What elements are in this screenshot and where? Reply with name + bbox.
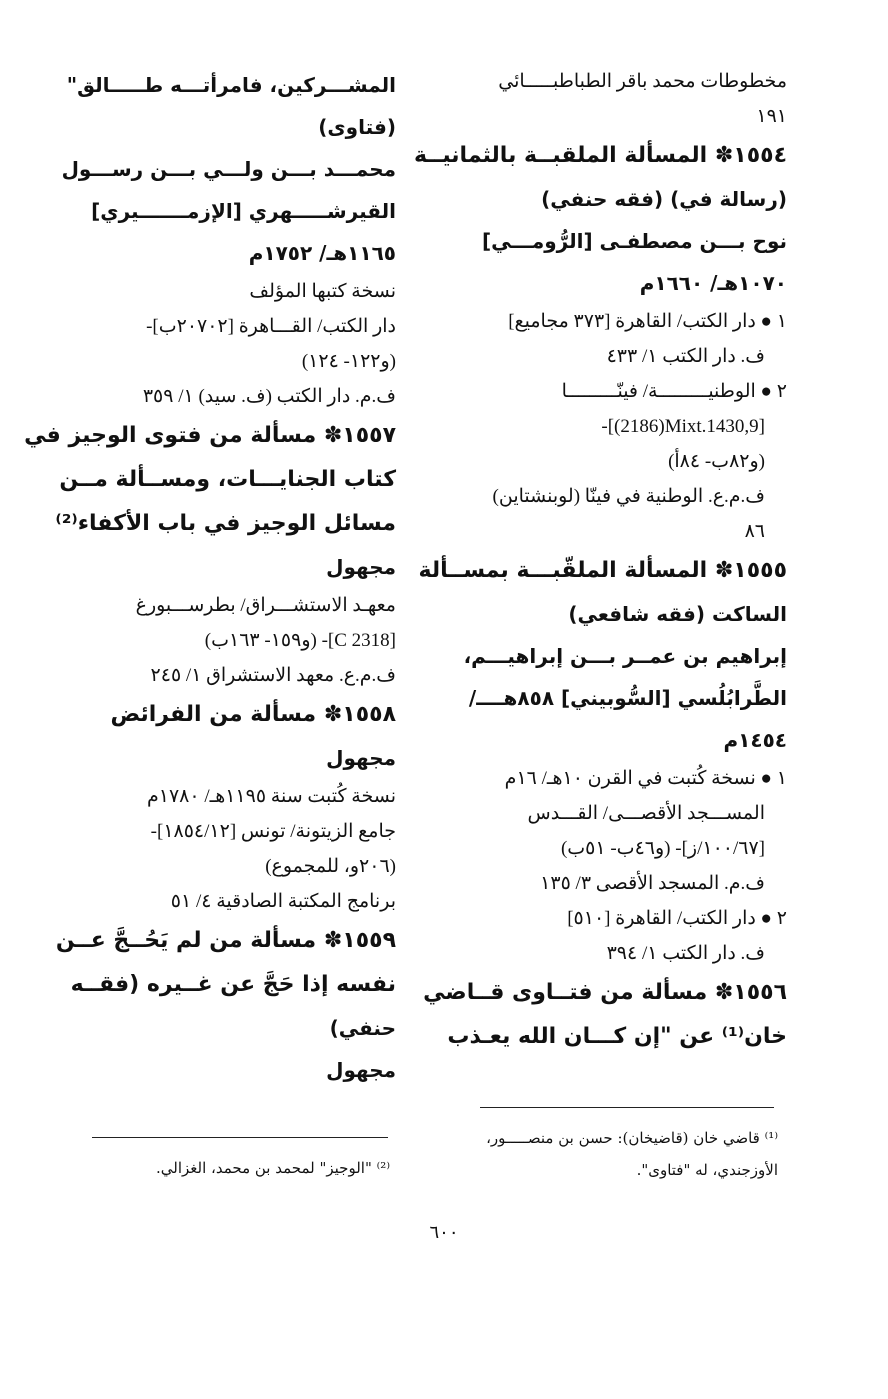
left-column-line: كتاب الجنايـــات، ومســألة مــن [59, 467, 396, 492]
right-column-line: إبراهيم بن عمــر بـــن إبراهيـــم، [463, 644, 787, 668]
right-column-line: ١٥٥٤✽ المسألة الملقبــة بالثمانيــة [413, 143, 787, 168]
right-column-line: -[(2186)Mixt.1430,9] [601, 416, 765, 437]
right-column-line: ف. دار الكتب ١/ ٤٣٣ [606, 346, 765, 367]
left-column-line: ١٥٥٧✽ مسألة من فتوى الوجيز في [24, 423, 396, 448]
footnote-1-line-2: الأوزجندي، له "فتاوى". [636, 1161, 778, 1179]
left-column-line: ف.م. دار الكتب (ف. سيد) ١/ ٣٥٩ [142, 386, 396, 407]
left-column-line: معهـد الاستشـــراق/ بطرســـبورغ [135, 595, 396, 616]
right-column-line: المســـجد الأقصـــى/ القـــدس [527, 803, 765, 824]
left-column-line: (و١٢٢- ١٢٤) [301, 351, 396, 372]
left-column-line: نسخة كتبها المؤلف [249, 281, 396, 302]
right-column-line: ١٥٥٦✽ مسألة من فتــاوى قــاضي [423, 980, 787, 1005]
left-column-line: جامع الزيتونة/ تونس [١٨٥٤/١٢]- [150, 821, 396, 842]
left-column [24, 64, 396, 1091]
right-column-line: نوح بـــن مصطفـى [الرُّومـــي] [481, 229, 787, 253]
right-column-line: ١٩١ [756, 106, 787, 127]
left-column-line: دار الكتب/ القـــاهرة [٢٠٧٠٢ب]- [146, 316, 396, 337]
left-column-line: ١١٦٥هـ/ ١٧٥٢م [248, 241, 396, 265]
footnote-2-line-1: ⁽²⁾ "الوجيز" لمحمد بن محمد، الغزالي. [155, 1159, 390, 1177]
right-column-line: ١٠٧٠هـ/ ١٦٦٠م [639, 271, 787, 295]
left-column-line: برنامج المكتبة الصادقية ٤/ ٥١ [170, 891, 396, 912]
right-column-line: ٢ ● الوطنيـــــــــة/ فينّـــــــــا [561, 381, 787, 402]
right-column [413, 64, 787, 1059]
left-column-line: مجهول [326, 1058, 396, 1082]
footnote-right [442, 1122, 778, 1186]
right-column-line: (رسالة في) (فقه حنفي) [541, 187, 787, 211]
right-column-line: ١٤٥٤م [723, 728, 787, 752]
left-column-line: مسائل الوجيز في باب الأكفاء⁽²⁾ [55, 511, 396, 536]
left-column-line: مجهول [326, 746, 396, 770]
footnote-divider-left [92, 1137, 388, 1138]
right-column-line: ٢ ● دار الكتب/ القاهرة [٥١٠] [567, 908, 787, 929]
left-column-line: ف.م.ع. معهد الاستشراق ١/ ٢٤٥ [150, 665, 396, 686]
left-column-line: نسخة كُتبت سنة ١١٩٥هـ/ ١٧٨٠م [147, 786, 396, 807]
right-column-line: ف.م. المسجد الأقصى ٣/ ١٣٥ [540, 873, 765, 894]
right-column-line: ف.م.ع. الوطنية في فينّا (لوبنشتاين) [492, 486, 765, 507]
left-column-line: مجهول [326, 555, 396, 579]
left-column-line: ١٥٥٩✽ مسألة من لم يَحُــجَّ عــن [55, 928, 396, 953]
right-column-line: [١٠٠/٦٧/ز]- (و٤٦ب- ٥١ب) [560, 838, 765, 859]
left-column-line: [C 2318]- (و١٥٩- ١٦٣ب) [204, 630, 396, 651]
left-column-line: حنفي) [329, 1016, 396, 1040]
right-column-line: (و٨٢ب- ٨٤أ) [668, 451, 765, 472]
left-column-line: ١٥٥٨✽ مسألة من الفرائض [110, 702, 396, 727]
right-column-line: ١٥٥٥✽ المسألة الملقّبـــة بمســألة [418, 558, 787, 583]
left-column-line: (٢٠٦و، للمجموع) [265, 856, 396, 877]
right-column-line: الساكت (فقه شافعي) [568, 602, 787, 626]
footnote-left [92, 1152, 390, 1184]
left-column-line: (فتاوى) [318, 115, 396, 139]
left-column-line: نفسه إذا حَجَّ عن غــيره (فقــه [70, 972, 396, 997]
left-column-line: القيرشـــــهري [الإزمـــــــيري] [91, 199, 396, 223]
left-column-line: المشـــركين، فامرأتـــه طـــــالق" [66, 73, 396, 97]
right-column-line: مخطوطات محمد باقر الطباطبـــــائي [498, 71, 787, 92]
right-column-line: الطَّرابُلُسي [السُّوبيني] ٨٥٨هــــ/ [468, 686, 787, 710]
right-column-line: ف. دار الكتب ١/ ٣٩٤ [606, 943, 765, 964]
footnote-1-line-1: ⁽¹⁾ قاضي خان (قاضيخان): حسن بن منصـــــور، [486, 1129, 778, 1147]
right-column-line: ١ ● نسخة كُتبت في القرن ١٠هـ/ ١٦م [504, 768, 787, 789]
left-column-line: محمـــد بـــن ولـــي بـــن رســـول [61, 157, 396, 181]
right-column-line: ١ ● دار الكتب/ القاهرة [٣٧٣ مجاميع] [508, 311, 787, 332]
right-column-line: خان⁽¹⁾ عن "إن كـــان الله يعـذب [447, 1024, 787, 1049]
footnote-divider-right [480, 1107, 774, 1108]
right-column-line: ٨٦ [744, 521, 765, 542]
page-number: ٦٠٠ [429, 1222, 459, 1242]
